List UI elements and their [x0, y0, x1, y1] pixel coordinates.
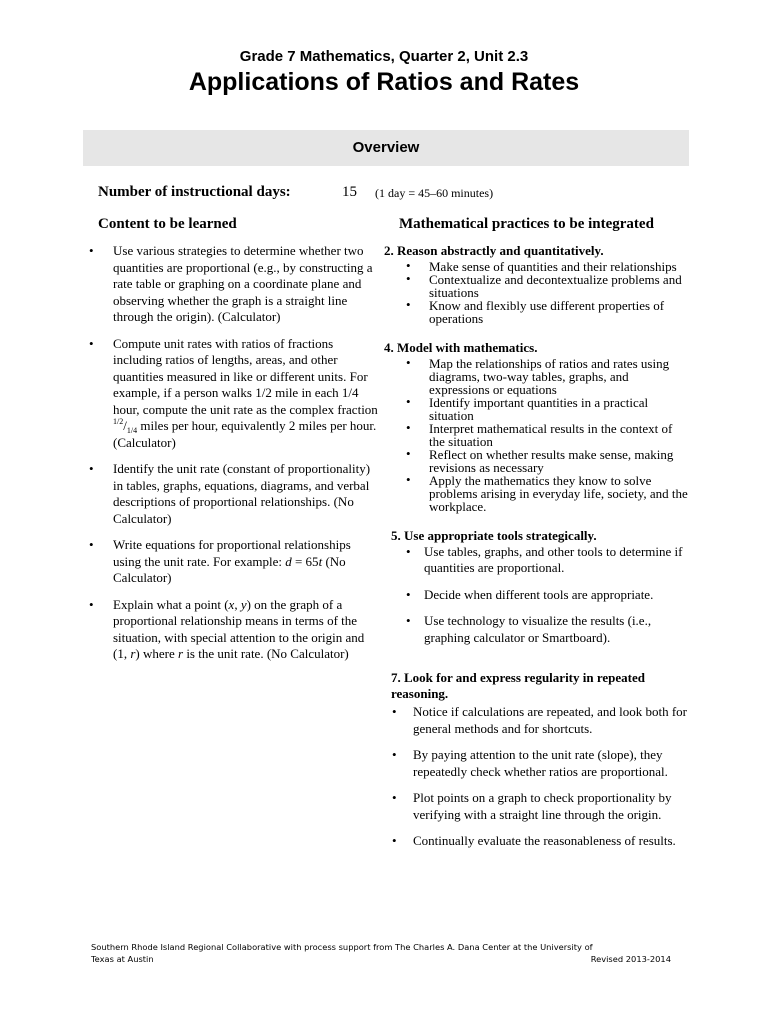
- content-item-text: Compute unit rates with ratios of fractions including ratios of lengths, areas, and other quantities measured in like or different units. For example, if a person walks 1/2 mile in each 1/4 hour, compute the unit rate as the complex fraction $^{1/2}/_{1/4}$ miles per hour, equivalently 2 miles per hour. (Calculator): [113, 335, 378, 450]
- list-item: • Use technology to visualize the results (i.e., graphing calculator or Smartboard).: [406, 613, 652, 645]
- content-item: [88, 537, 380, 587]
- list-item: • Continually evaluate the reasonableness of results.: [392, 833, 676, 849]
- practices-heading: Mathematical practices to be integrated: [399, 216, 654, 232]
- instructional-days-label: Number of instructional days:: [98, 184, 291, 200]
- content-item-text: Use various strategies to determine whether two quantities are proportional (e.g., by constructing a rate table or graphing on a coordinate plane and observing whether the graph is a straight line through the origin). (Calculator): [113, 243, 373, 324]
- list-item: • Interpret mathematical results in the context of the situation: [406, 419, 673, 449]
- bullet-icon: •: [406, 258, 411, 273]
- list-item: • Identify important quantities in a practical situation: [406, 393, 649, 423]
- content-item: [88, 336, 380, 452]
- bullet-icon: •: [89, 537, 94, 552]
- list-item: • Know and flexibly use different properties of operations: [406, 297, 665, 327]
- list-item: • Contextualize and decontextualize problems and situations: [406, 271, 682, 301]
- practice-5-title: 5. Use appropriate tools strategically.: [391, 527, 597, 543]
- footer-credit-continued: Texas at Austin: [91, 954, 154, 964]
- content-item: [88, 597, 380, 663]
- bullet-icon: •: [89, 596, 94, 612]
- overview-heading: Overview: [352, 139, 420, 156]
- overview-banner: [83, 130, 689, 166]
- bullet-icon: •: [406, 586, 411, 602]
- content-list: [88, 243, 380, 673]
- list-item: • Make sense of quantities and their relationships: [406, 258, 677, 274]
- content-item-text: Write equations for proportional relationships using the unit rate. For example: d = 65t (No Calculator): [113, 537, 351, 585]
- bullet-icon: •: [392, 790, 397, 806]
- bullet-icon: •: [406, 271, 411, 287]
- practice-2-title: 2. Reason abstractly and quantitatively.: [384, 243, 604, 258]
- list-item: • Plot points on a graph to check proportionality by verifying with a straight line through the origin.: [392, 790, 672, 822]
- fraction-numerator: 1/2: [113, 417, 124, 426]
- practice-4-title: 4. Model with mathematics.: [384, 339, 538, 355]
- page-title: Applications of Ratios and Rates: [188, 68, 580, 96]
- bullet-icon: •: [406, 543, 411, 559]
- bullet-icon: •: [392, 704, 397, 720]
- bullet-icon: •: [89, 461, 94, 476]
- footer-credit: Southern Rhode Island Regional Collaborative with process support from The Charles A. Dana Center at the University of: [91, 942, 593, 952]
- list-item: • Decide when different tools are appropriate.: [406, 586, 654, 602]
- unit-subtitle: Grade 7 Mathematics, Quarter 2, Unit 2.3: [239, 48, 529, 65]
- day-length-note: (1 day = 45–60 minutes): [375, 186, 494, 200]
- list-item: • Notice if calculations are repeated, and look both for general methods and for shortcuts.: [392, 704, 687, 736]
- content-item-text: Identify the unit rate (constant of proportionality) in tables, graphs, equations, diagrams, and verbal descriptions of proportional relationships. (No Calculator): [113, 461, 371, 526]
- content-heading: Content to be learned: [98, 216, 237, 232]
- content-item-text: Explain what a point (x, y) on the graph of a proportional relationship means in terms of the situation, with special attention to the origin and (1, r) where r is the unit rate. (No Calculator): [113, 596, 365, 661]
- bullet-icon: •: [406, 446, 411, 462]
- bullet-icon: •: [89, 243, 94, 258]
- practice-7-list: [384, 704, 689, 850]
- revision-date: Revised 2013-2014: [590, 954, 671, 964]
- bullet-icon: •: [406, 297, 411, 313]
- bullet-icon: •: [406, 472, 411, 488]
- practice-5-list: [384, 544, 689, 647]
- list-item: • Map the relationships of ratios and rates using diagrams, two-way tables, graphs, and expressions or equations: [406, 354, 670, 397]
- list-item: • By paying attention to the unit rate (slope), they repeatedly check whether ratios are proportional.: [392, 747, 668, 779]
- bullet-icon: •: [392, 833, 397, 849]
- fraction-denominator: 1/4: [126, 426, 138, 435]
- bullet-icon: •: [406, 354, 411, 370]
- content-item: [88, 461, 380, 527]
- page-footer: [91, 941, 671, 965]
- bullet-icon: •: [406, 393, 411, 409]
- list-item: • Apply the mathematics they know to solve problems arising in everyday life, society, and the workplace.: [406, 472, 688, 514]
- practices-list: [384, 243, 689, 860]
- bullet-icon: •: [406, 613, 411, 629]
- practice-7-title: 7. Look for and express regularity in repeated reasoning.: [391, 670, 645, 702]
- list-item: • Reflect on whether results make sense, making revisions as necessary: [406, 446, 674, 475]
- bullet-icon: •: [392, 747, 397, 763]
- list-item: • Use tables, graphs, and other tools to determine if quantities are proportional.: [406, 543, 683, 576]
- bullet-icon: •: [89, 335, 94, 351]
- practice-2-list: [384, 258, 689, 327]
- content-item: [88, 243, 380, 326]
- bullet-icon: •: [406, 419, 411, 435]
- instructional-days-value: 15: [342, 184, 357, 200]
- practice-4-list: [384, 354, 689, 514]
